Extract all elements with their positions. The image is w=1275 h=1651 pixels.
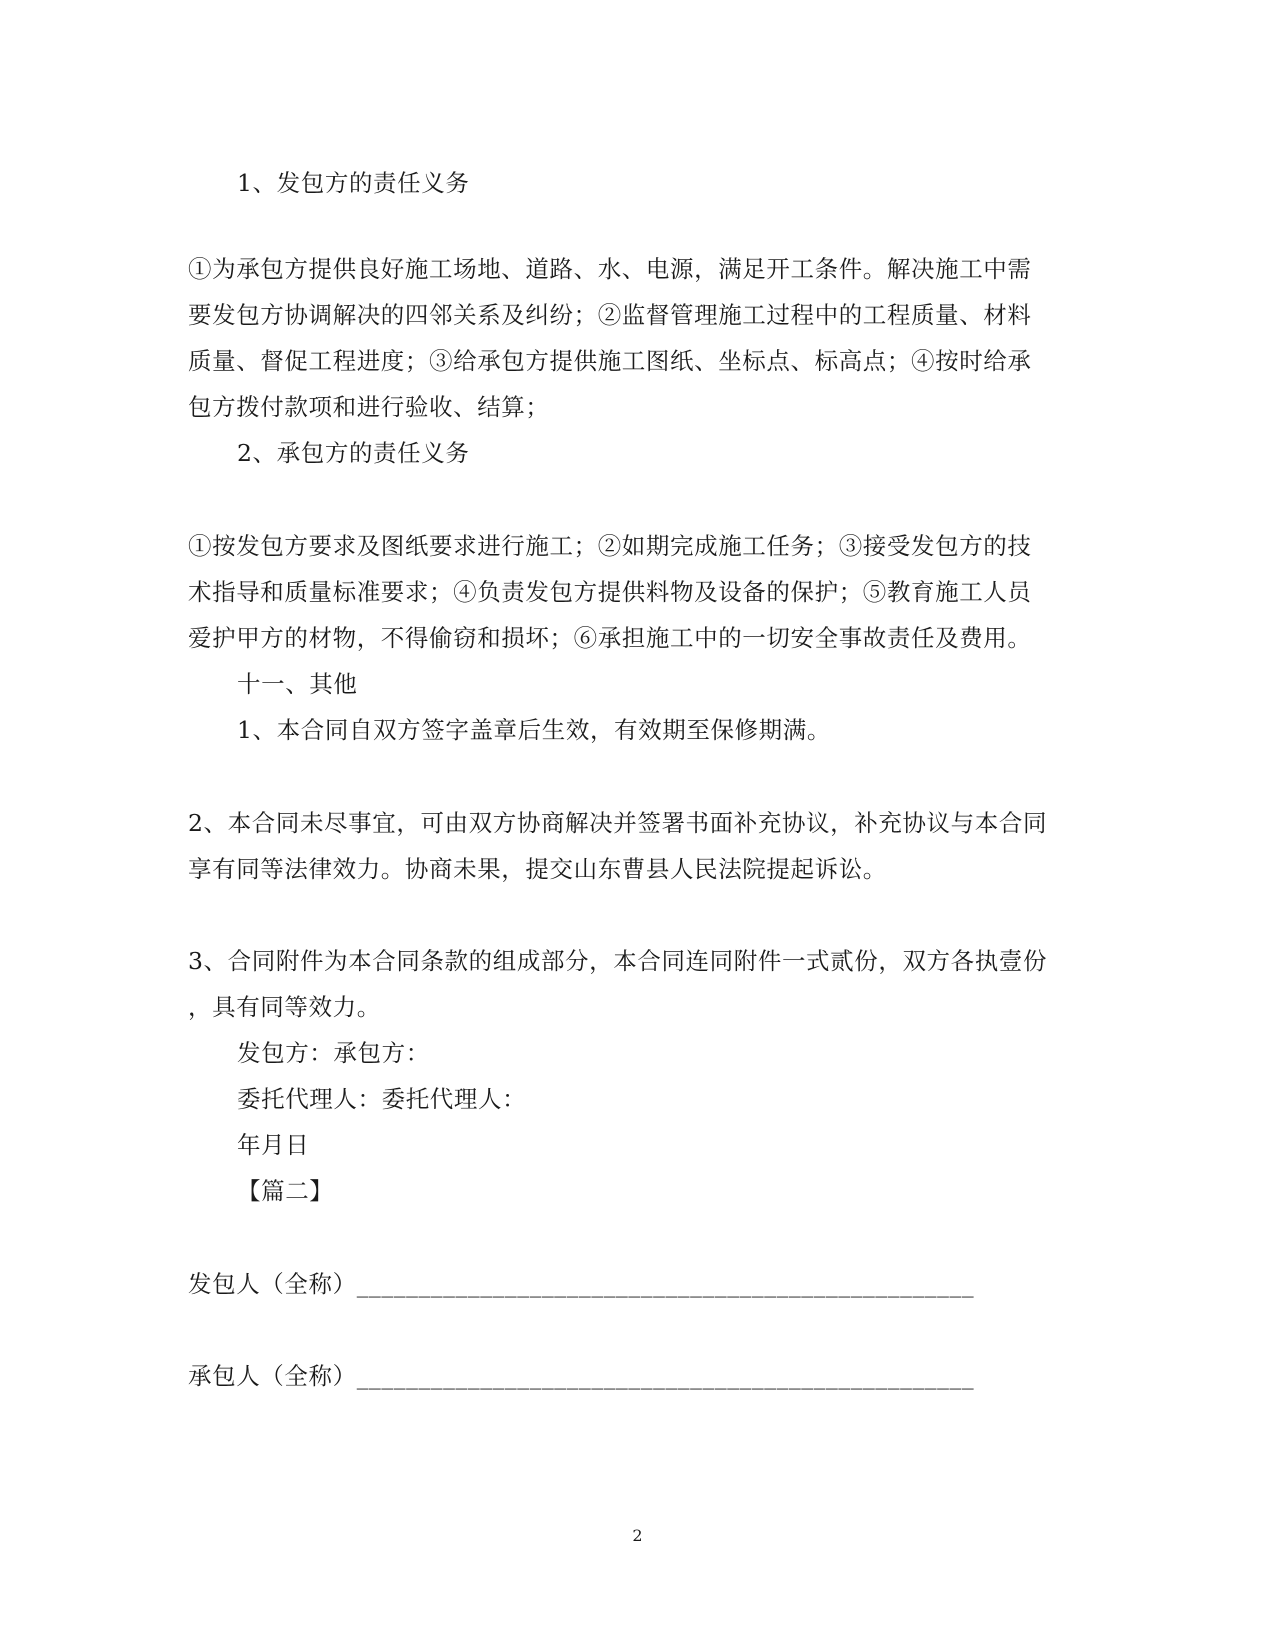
section-heading-other: 十一、其他 [237,670,358,698]
paragraph-line: 要发包方协调解决的四邻关系及纠纷；②监督管理施工过程中的工程质量、材料 [188,301,1032,329]
paragraph-line: 质量、督促工程进度；③给承包方提供施工图纸、坐标点、标高点；④按时给承 [188,347,1032,375]
clause-line: 1、本合同自双方签字盖章后生效，有效期至保修期满。 [237,716,831,744]
section-heading-contractor-duties: 2、承包方的责任义务 [237,439,470,467]
paragraph-line: ①为承包方提供良好施工场地、道路、水、电源，满足开工条件。解决施工中需 [188,255,1032,283]
paragraph-line: 享有同等法律效力。协商未果，提交山东曹县人民法院提起诉讼。 [188,855,887,883]
signature-parties-line: 发包方：承包方： [237,1039,430,1067]
paragraph-line: ①按发包方要求及图纸要求进行施工；②如期完成施工任务；③接受发包方的技 [188,532,1032,560]
paragraph-line: ，具有同等效力。 [188,993,381,1021]
employer-name-line: 发包人（全称）__________________________________________________ [188,1270,975,1298]
paragraph-line: 术指导和质量标准要求；④负责发包方提供料物及设备的保护；⑤教育施工人员 [188,578,1032,606]
paragraph-line: 包方拨付款项和进行验收、结算； [188,393,550,421]
part-two-heading: 【篇二】 [237,1177,334,1205]
paragraph-line: 爱护甲方的材物，不得偷窃和损坏；⑥承担施工中的一切安全事故责任及费用。 [188,624,1032,652]
paragraph-line: 3、合同附件为本合同条款的组成部分，本合同连同附件一式贰份，双方各执壹份 [188,947,1048,975]
signature-agents-line: 委托代理人：委托代理人： [237,1085,527,1113]
section-heading-employer-duties: 1、发包方的责任义务 [237,169,470,197]
signature-date-line: 年月日 [237,1131,310,1159]
contractor-name-line: 承包人（全称）__________________________________________________ [188,1362,975,1390]
page-number: 2 [632,1526,643,1545]
paragraph-line: 2、本合同未尽事宜，可由双方协商解决并签署书面补充协议，补充协议与本合同 [188,809,1048,837]
